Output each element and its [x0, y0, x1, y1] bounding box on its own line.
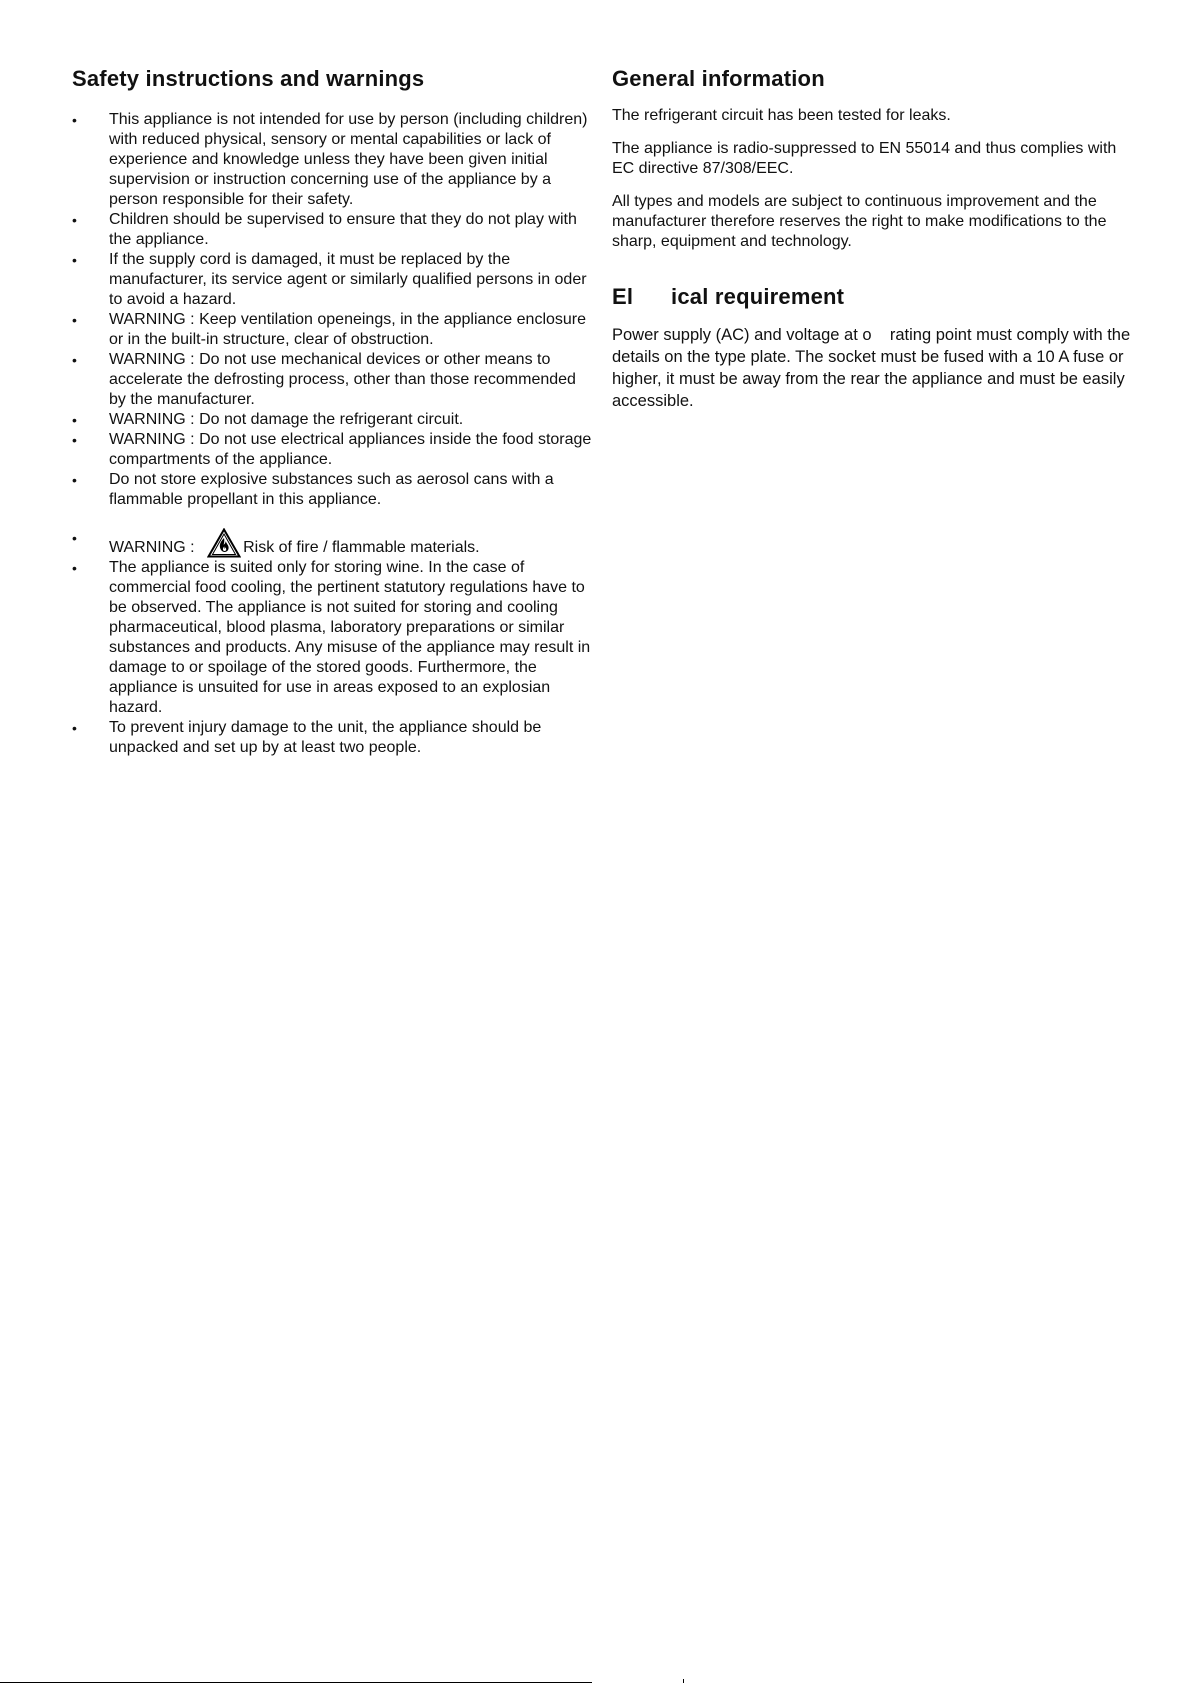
bullet-icon: •: [72, 530, 77, 546]
list-item-text: WARNING : Keep ventilation openeings, in the appliance enclosure or in the built-in structure, clear of obstruction.: [109, 311, 587, 348]
info-section: [612, 66, 1135, 425]
general-paragraph: The refrigerant circuit has been tested for leaks.: [612, 107, 951, 124]
list-item-text: Children should be supervised to ensure that they do not play with the appliance.: [109, 211, 577, 248]
list-item: [72, 110, 592, 210]
list-item-text: To prevent injury damage to the unit, the appliance should be unpacked and set up by at least two people.: [109, 719, 542, 756]
safety-list: [72, 110, 592, 758]
bullet-icon: •: [72, 472, 77, 488]
list-item-text: WARNING : Do not use electrical appliances inside the food storage compartments of the appliance.: [109, 431, 592, 468]
electrical-paragraph: Power supply (AC) and voltage at o rating point must comply with the details on the type plate. The socket must be fused with a 10 A fuse or higher, it must be away from the rear the appliance and must be easily accessible.: [612, 326, 1135, 410]
electrical-requirement-title: El ical requirement: [612, 284, 845, 309]
general-paragraph: All types and models are subject to continuous improvement and the manufacturer therefore reserves the right to make modifications to the sharp, equipment and technology.: [612, 193, 1107, 250]
bullet-icon: •: [72, 312, 77, 328]
list-item: [72, 430, 592, 470]
list-item: [72, 470, 592, 510]
fire-warning-text: Risk of fire / flammable materials.: [243, 539, 480, 556]
list-item: [72, 718, 592, 758]
bullet-icon: •: [72, 720, 77, 736]
list-item: [72, 310, 592, 350]
bullet-icon: •: [72, 212, 77, 228]
safety-section: [72, 66, 592, 758]
list-item-text: If the supply cord is damaged, it must be replaced by the manufacturer, its service agent or similarly qualified persons in oder to avoid a hazard.: [109, 251, 587, 308]
general-info-title: General information: [612, 66, 825, 91]
list-item-text: This appliance is not intended for use by person (including children) with reduced physical, sensory or mental capabilities or lack of experience and knowledge unless they have been given initial supervision or instruction concerning use of the appliance by a person responsible for their safety.: [109, 111, 588, 208]
bullet-icon: •: [72, 112, 77, 128]
bullet-icon: •: [72, 352, 77, 368]
list-item-text: WARNING : Do not use mechanical devices or other means to accelerate the defrosting process, other than those recommended by the manufacturer.: [109, 351, 576, 408]
list-item: [72, 558, 592, 718]
list-item: [72, 410, 592, 430]
footer-mark: [683, 1679, 684, 1683]
general-paragraph: The appliance is radio-suppressed to EN 55014 and thus complies with EC directive 87/308/EEC.: [612, 140, 1117, 177]
bullet-icon: •: [72, 252, 77, 268]
bullet-icon: •: [72, 412, 77, 428]
list-item: [72, 210, 592, 250]
list-item: [72, 350, 592, 410]
list-item-text: The appliance is suited only for storing wine. In the case of commercial food cooling, the pertinent statutory regulations have to be observed. The appliance is not suited for storing and cooling pharmaceutical, blood plasma, laboratory preparations or similar substances and products. Any misuse of the appliance may result in damage to or spoilage of the stored goods. Furthermore, the appliance is unsuited for use in areas exposed to an explosian hazard.: [109, 559, 591, 716]
safety-title: Safety instructions and warnings: [72, 66, 425, 91]
fire-warning-item: [72, 528, 592, 558]
bullet-icon: •: [72, 432, 77, 448]
footer-divider: [0, 1682, 592, 1683]
flammable-warning-icon: [207, 528, 241, 558]
list-item-text: WARNING : Do not damage the refrigerant circuit.: [109, 411, 464, 428]
fire-warning-prefix: WARNING :: [109, 539, 195, 556]
list-item: [72, 250, 592, 310]
bullet-icon: •: [72, 560, 77, 576]
list-item-text: Do not store explosive substances such as aerosol cans with a flammable propellant in this appliance.: [109, 471, 554, 508]
